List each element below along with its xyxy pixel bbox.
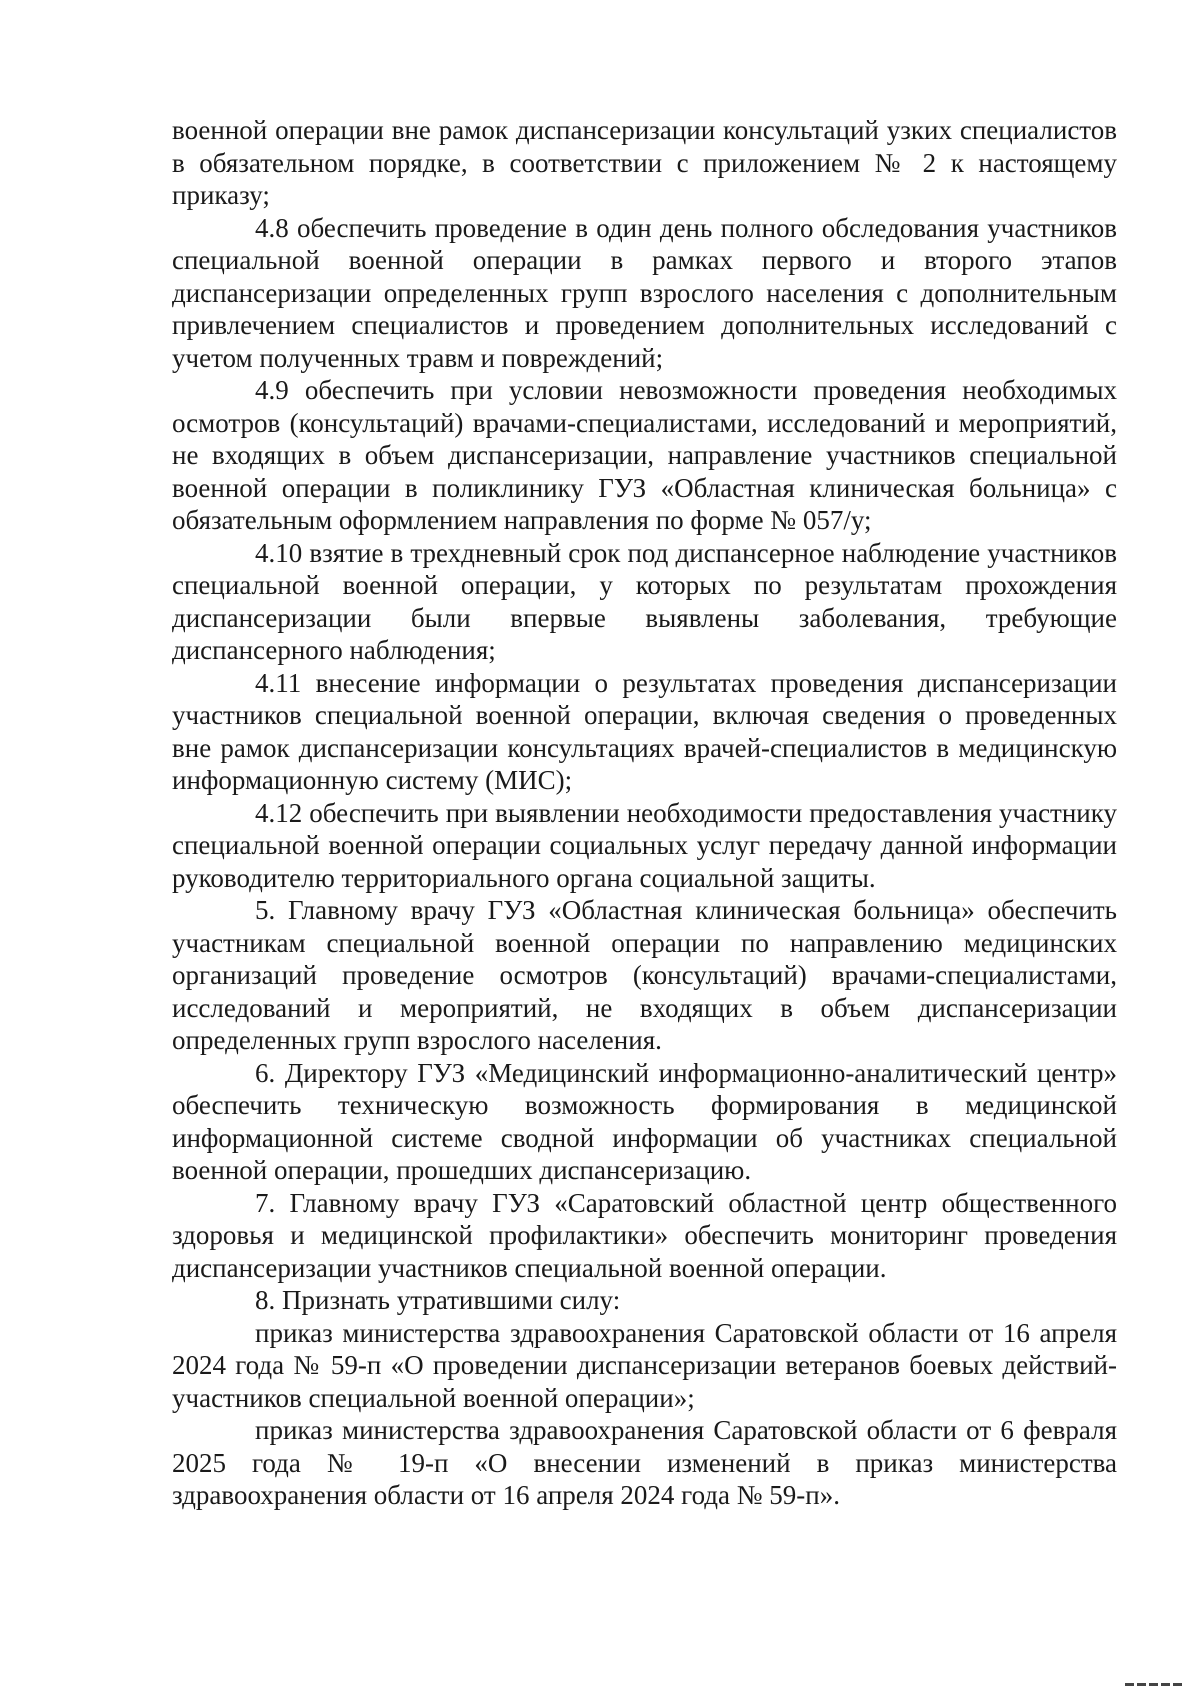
paragraph-continuation: военной операции вне рамок диспансеризации консультаций узких специалистов в обязательном порядке, в соответствии с приложением № 2 к настоящему приказу; bbox=[172, 115, 1117, 210]
paragraph-8-item-1: приказ министерства здравоохранения Саратовской области от 16 апреля 2024 года № 59-п «О проведении диспансеризации ветеранов боевых действий-участников специальной военной операции»; bbox=[172, 1317, 1117, 1413]
paragraph-4-12: 4.12 обеспечить при выявлении необходимости предоставления участнику специальной военной операции социальных услуг передачу данной информации руководителю территориального органа социальной защиты. bbox=[172, 797, 1117, 893]
paragraph-4-10: 4.10 взятие в трехдневный срок под диспансерное наблюдение участников специальной военной операции, у которых по результатам прохождения диспансеризации были впервые выявлены заболевания, требующие диспансерного наблюдения; bbox=[172, 537, 1117, 665]
paragraph-8-item-2: приказ министерства здравоохранения Саратовской области от 6 февраля 2025 года № 19-п «О внесении изменений в приказ министерства здравоохранения области от 16 апреля 2024 года № 59-п». bbox=[172, 1415, 1117, 1510]
paragraph-8: 8. Признать утратившими силу: bbox=[255, 1285, 621, 1315]
page-edge-mark bbox=[1125, 1683, 1185, 1686]
document-page bbox=[172, 114, 1117, 1512]
paragraph-7: 7. Главному врачу ГУЗ «Саратовский областной центр общественного здоровья и медицинской профилактики» обеспечить мониторинг проведения диспансеризации участников специальной военной операции. bbox=[172, 1187, 1117, 1283]
paragraph-4-11: 4.11 внесение информации о результатах проведения диспансеризации участников специальной военной операции, включая сведения о проведенных вне рамок диспансеризации консультациях врачей-специалистов в медицинскую информационную систему (МИС); bbox=[172, 667, 1117, 795]
paragraph-4-9: 4.9 обеспечить при условии невозможности проведения необходимых осмотров (консультаций) врачами-специалистами, исследований и мероприятий, не входящих в объем диспансеризации, направление участников специальной военной операции в поликлинику ГУЗ «Областная клиническая больница» с обязательным оформлением направления по форме № 057/у; bbox=[172, 375, 1117, 535]
paragraph-6: 6. Директору ГУЗ «Медицинский информационно-аналитический центр» обеспечить техническую возможность формирования в медицинской информационной системе сводной информации об участниках специальной военной операции, прошедших диспансеризацию. bbox=[172, 1057, 1117, 1185]
paragraph-5: 5. Главному врачу ГУЗ «Областная клиническая больница» обеспечить участникам специальной военной операции по направлению медицинских организаций проведение осмотров (консультаций) врачами-специалистами, исследований и мероприятий, не входящих в объем диспансеризации определенных групп взрослого населения. bbox=[172, 895, 1117, 1055]
paragraph-4-8: 4.8 обеспечить проведение в один день полного обследования участников специальной военной операции в рамках первого и второго этапов диспансеризации определенных групп взрослого населения с дополнительным привлечением специалистов и проведением дополнительных исследований с учетом полученных травм и повреждений; bbox=[172, 212, 1117, 373]
